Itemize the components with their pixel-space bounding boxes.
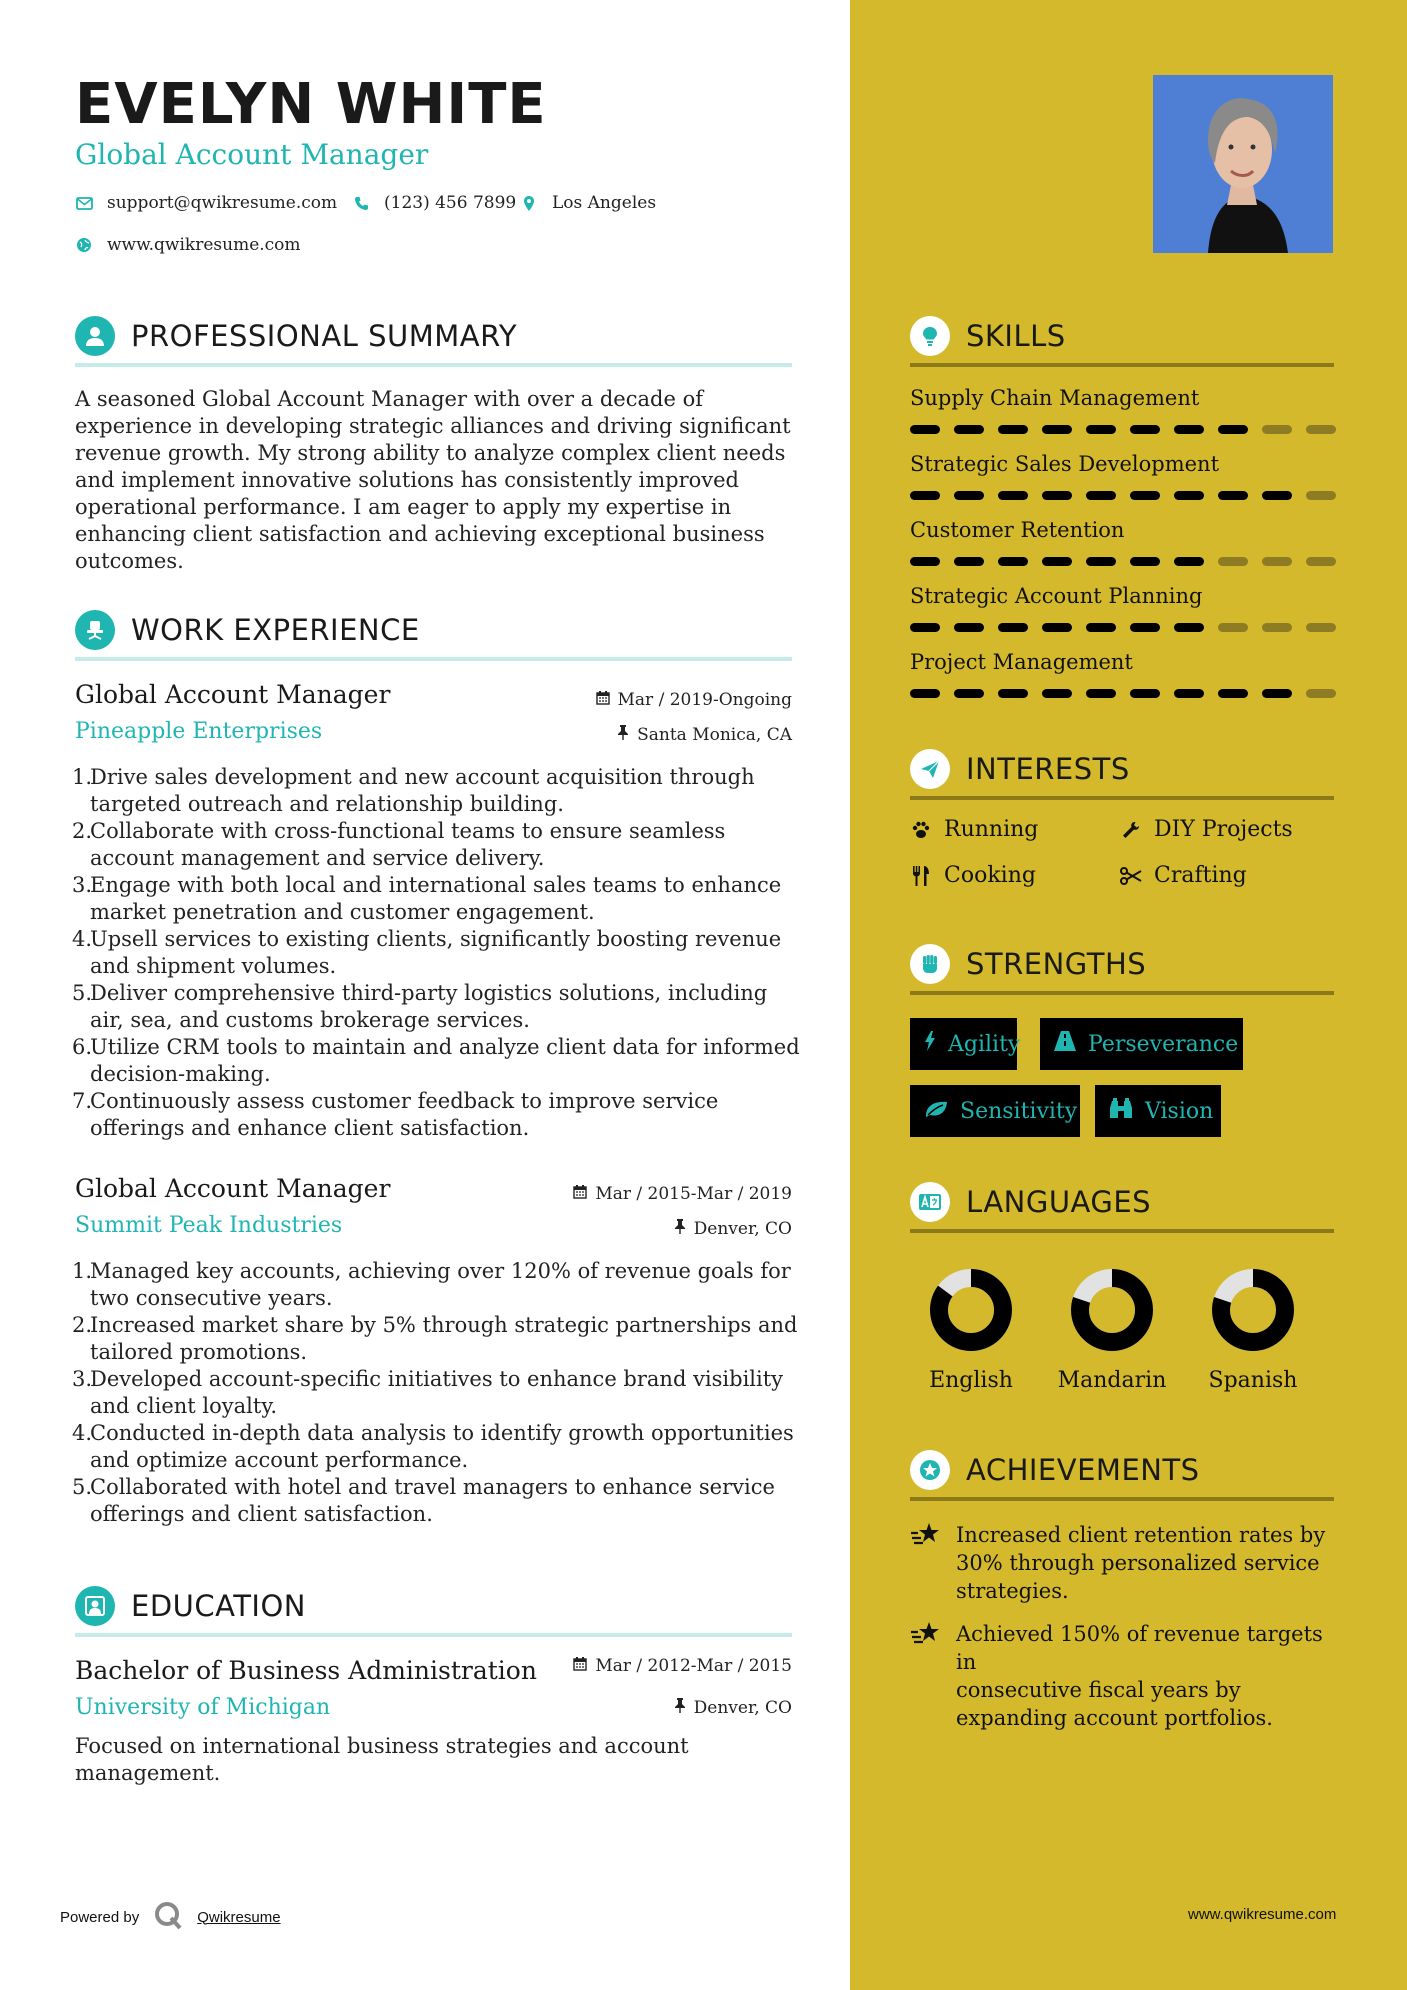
pushpin-icon (674, 1218, 686, 1239)
skill-dash-filled (910, 557, 940, 566)
strengths-divider (910, 991, 1334, 995)
binoculars-icon (1109, 1098, 1133, 1124)
skill-dash-empty (1306, 557, 1336, 566)
summary-divider (75, 363, 792, 367)
work-title: WORK EXPERIENCE (131, 613, 420, 647)
skill-dash-filled (1218, 425, 1248, 434)
skill-dash-filled (954, 689, 984, 698)
location-text: Los Angeles (552, 193, 657, 213)
summary-line: experience in developing strategic alliances and driving significant (75, 414, 791, 438)
paw-icon (910, 820, 932, 840)
education-heading (75, 1586, 306, 1626)
skill-label: Strategic Account Planning (910, 584, 1203, 608)
summary-line: revenue growth. My strong ability to analyze complex client needs (75, 441, 786, 465)
summary-line: outcomes. (75, 549, 184, 573)
degree-title: Bachelor of Business Administration (75, 1656, 537, 1685)
summary-line: operational performance. I am eager to apply my expertise in (75, 495, 732, 519)
skill-dash-empty (1306, 689, 1336, 698)
education-divider (75, 1633, 792, 1637)
contact-phone[interactable] (352, 193, 516, 213)
skill-label: Strategic Sales Development (910, 452, 1220, 476)
skill-dash-filled (954, 425, 984, 434)
list-item: 5. Deliver comprehensive third-party logistics solutions, including air, sea, and customs brokerage services. (72, 981, 768, 1032)
job-place (540, 1218, 792, 1239)
globe-icon (75, 237, 93, 253)
road-icon (1054, 1031, 1076, 1057)
bolt-icon (924, 1031, 936, 1057)
job-title: Global Account Manager (75, 1174, 391, 1203)
list-item: 3. Engage with both local and international sales teams to enhance market penetration and customer engagement. (72, 873, 782, 924)
paper-plane-icon (910, 749, 950, 789)
strengths-heading (910, 944, 1146, 984)
interests-heading (910, 749, 1130, 789)
education-date-text: Mar / 2012-Mar / 2015 (595, 1656, 792, 1676)
skill-dash-filled (910, 689, 940, 698)
list-item: 3. Developed account-specific initiatives to enhance brand visibility and client loyalty. (72, 1367, 784, 1418)
skill-dash-filled (1218, 491, 1248, 500)
achievement-item: Achieved 150% of revenue targets in consecutive fiscal years by expanding account portfolios. (910, 1620, 1340, 1732)
skill-dash-filled (1086, 425, 1116, 434)
skills-divider (910, 363, 1334, 367)
qwikresume-link[interactable]: Qwikresume (197, 1908, 281, 1926)
job-duties (72, 1258, 832, 1528)
language-label: Spanish (1208, 1368, 1298, 1393)
list-item: 4. Upsell services to existing clients, significantly boosting revenue and shipment volumes. (72, 927, 782, 978)
skill-dash-filled (1042, 623, 1072, 632)
interest-item: Running (910, 817, 1038, 842)
skill-dash-filled (954, 491, 984, 500)
footer-website[interactable]: www.qwikresume.com (1188, 1906, 1337, 1923)
skill-bar (910, 623, 1336, 632)
summary-heading (75, 316, 517, 356)
footer-powered (60, 1900, 281, 1934)
language-ring (1211, 1268, 1295, 1352)
skill-dash-filled (954, 557, 984, 566)
job-title: Global Account Manager (75, 680, 391, 709)
skill-dash-filled (1086, 623, 1116, 632)
list-item: 4. Conducted in-depth data analysis to identify growth opportunities and optimize account performance. (72, 1421, 794, 1472)
calendar-icon (596, 690, 610, 710)
contact-website[interactable] (75, 235, 301, 255)
list-item: 2. Collaborate with cross-functional teams to ensure seamless account management and service delivery. (72, 819, 726, 870)
skill-dash-empty (1262, 623, 1292, 632)
website-text: www.qwikresume.com (107, 235, 301, 255)
education-place (540, 1697, 792, 1718)
skill-dash-filled (1130, 425, 1160, 434)
interest-item: Cooking (910, 863, 1036, 888)
phone-text: (123) 456 7899 (384, 193, 517, 213)
skill-dash-filled (1174, 623, 1204, 632)
skill-dash-filled (954, 623, 984, 632)
skill-dash-filled (1130, 623, 1160, 632)
achievements-divider (910, 1497, 1334, 1501)
summary-line: and implement innovative solutions has consistently improved (75, 468, 739, 492)
skill-dash-filled (998, 491, 1028, 500)
skill-dash-empty (1262, 425, 1292, 434)
qwikresume-logo-icon (153, 1900, 183, 1934)
school-name: University of Michigan (75, 1695, 331, 1720)
summary-line: enhancing client satisfaction and achieving exceptional business (75, 522, 765, 546)
list-item: 6. Utilize CRM tools to maintain and analyze client data for informed decision-making. (72, 1035, 800, 1086)
language-icon (910, 1182, 950, 1222)
skill-dash-filled (1086, 491, 1116, 500)
contact-location (520, 193, 656, 213)
skill-dash-empty (1262, 557, 1292, 566)
skill-dash-filled (1042, 557, 1072, 566)
language-ring (929, 1268, 1013, 1352)
skill-bar (910, 491, 1336, 500)
skill-bar (910, 689, 1336, 698)
skill-bar (910, 425, 1336, 434)
skill-dash-filled (1042, 425, 1072, 434)
email-text: support@qwikresume.com (107, 193, 338, 213)
skill-dash-filled (1174, 491, 1204, 500)
list-item: 7. Continuously assess customer feedback to improve service offerings and enhance client satisfaction. (72, 1089, 719, 1140)
skill-dash-filled (1130, 557, 1160, 566)
skill-dash-filled (1042, 491, 1072, 500)
skill-dash-filled (1262, 689, 1292, 698)
skill-dash-filled (910, 425, 940, 434)
languages-heading (910, 1182, 1151, 1222)
interests-title: INTERESTS (966, 752, 1130, 786)
envelope-icon (75, 197, 93, 210)
strengths-title: STRENGTHS (966, 947, 1147, 981)
work-divider (75, 657, 792, 661)
skill-bar (910, 557, 1336, 566)
education-line: Focused on international business strategies and account (75, 1734, 689, 1758)
education-place-text: Denver, CO (693, 1697, 792, 1718)
interests-divider (910, 796, 1334, 800)
list-item: 2. Increased market share by 5% through strategic partnerships and tailored promotions. (72, 1313, 798, 1364)
job-company: Summit Peak Industries (75, 1213, 343, 1238)
contact-email[interactable] (75, 193, 337, 213)
skill-dash-filled (1130, 491, 1160, 500)
map-pin-icon (520, 195, 538, 212)
skill-dash-filled (1218, 689, 1248, 698)
skill-dash-filled (998, 623, 1028, 632)
education-text (75, 1733, 815, 1787)
leaf-icon (924, 1099, 948, 1124)
education-date (520, 1656, 792, 1676)
powered-text: Powered by (60, 1908, 140, 1926)
skill-dash-filled (998, 557, 1028, 566)
summary-title: PROFESSIONAL SUMMARY (131, 319, 518, 353)
skill-dash-filled (998, 689, 1028, 698)
language-label: English (929, 1368, 1013, 1393)
languages-title: LANGUAGES (966, 1185, 1152, 1219)
wrench-icon (1120, 820, 1142, 840)
list-item: 1. Drive sales development and new account acquisition through targeted outreach and relationship building. (72, 765, 755, 816)
lightbulb-icon (910, 316, 950, 356)
language-ring (1070, 1268, 1154, 1352)
graduate-icon (75, 1586, 115, 1626)
job-date (520, 1184, 792, 1204)
skill-dash-filled (1174, 557, 1204, 566)
achievements-heading (910, 1450, 1200, 1490)
job-duties (72, 764, 832, 1142)
summary-line: A seasoned Global Account Manager with over a decade of (75, 387, 703, 411)
profile-photo (1153, 75, 1333, 253)
skill-dash-filled (1086, 557, 1116, 566)
star-icon (910, 1450, 950, 1490)
job-place-text: Santa Monica, CA (637, 724, 792, 745)
shooting-star-icon (910, 1521, 944, 1605)
skill-dash-filled (998, 425, 1028, 434)
pushpin-icon (617, 724, 629, 745)
skill-dash-empty (1218, 557, 1248, 566)
candidate-name: EVELYN WHITE (75, 72, 547, 137)
job-date (540, 690, 792, 710)
scissors-icon (1120, 866, 1142, 886)
skill-dash-filled (1174, 689, 1204, 698)
list-item: 5. Collaborated with hotel and travel managers to enhance service offerings and client satisfaction. (72, 1475, 775, 1526)
shooting-star-icon (910, 1620, 944, 1732)
strength-pill: Agility (910, 1018, 1017, 1070)
skill-dash-filled (910, 491, 940, 500)
skill-dash-empty (1218, 623, 1248, 632)
education-title: EDUCATION (131, 1589, 307, 1623)
chair-icon (75, 610, 115, 650)
skill-dash-filled (910, 623, 940, 632)
job-date-text: Mar / 2015-Mar / 2019 (595, 1184, 792, 1204)
skill-dash-filled (1130, 689, 1160, 698)
skill-dash-filled (1086, 689, 1116, 698)
list-item: 1. Managed key accounts, achieving over 120% of revenue goals for two consecutive years. (72, 1259, 791, 1310)
education-line: management. (75, 1761, 221, 1785)
user-icon (75, 316, 115, 356)
skill-dash-empty (1306, 491, 1336, 500)
strength-pill: Vision (1095, 1085, 1221, 1137)
strength-pill: Perseverance (1040, 1018, 1243, 1070)
skill-dash-filled (1262, 491, 1292, 500)
calendar-icon (573, 1184, 587, 1204)
skill-label: Supply Chain Management (910, 386, 1200, 410)
interest-item: Crafting (1120, 863, 1247, 888)
skills-title: SKILLS (966, 319, 1066, 353)
achievements-title: ACHIEVEMENTS (966, 1453, 1200, 1487)
interest-item: DIY Projects (1120, 817, 1293, 842)
skill-dash-filled (1174, 425, 1204, 434)
job-date-text: Mar / 2019-Ongoing (617, 690, 792, 710)
pushpin-icon (674, 1697, 686, 1718)
skills-heading (910, 316, 1066, 356)
candidate-role: Global Account Manager (75, 138, 429, 171)
summary-text (75, 386, 815, 575)
skill-dash-empty (1306, 623, 1336, 632)
skill-dash-empty (1306, 425, 1336, 434)
job-place-text: Denver, CO (693, 1218, 792, 1239)
utensils-icon (910, 865, 932, 887)
phone-icon (352, 196, 370, 211)
calendar-icon (573, 1656, 587, 1676)
job-company: Pineapple Enterprises (75, 719, 323, 744)
strength-pill: Sensitivity (910, 1085, 1080, 1137)
job-place (540, 724, 792, 745)
skill-dash-filled (1042, 689, 1072, 698)
languages-divider (910, 1229, 1334, 1233)
fist-icon (910, 944, 950, 984)
language-label: Mandarin (1057, 1368, 1167, 1393)
achievement-item: Increased client retention rates by 30% through personalized service strategies. (910, 1521, 1340, 1605)
skill-label: Project Management (910, 650, 1133, 674)
work-heading (75, 610, 420, 650)
skill-label: Customer Retention (910, 518, 1125, 542)
